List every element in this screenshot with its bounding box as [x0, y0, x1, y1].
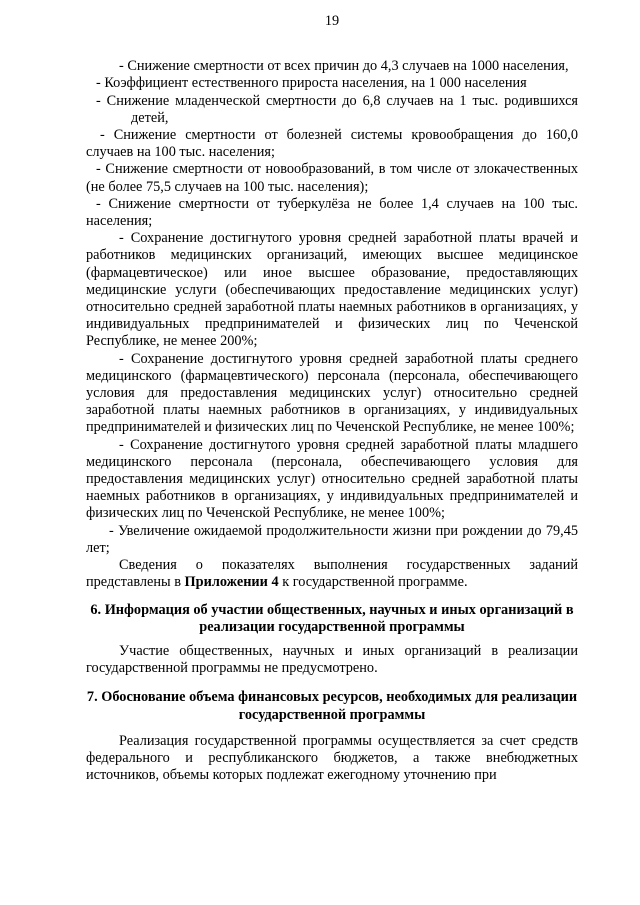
list-marker: - — [109, 522, 114, 539]
list-item-text: Снижение смертности от болезней системы кровообращения до 160,0 случаев на 100 тыс. населения; — [86, 127, 578, 161]
list-item-text: Снижение младенческой смертности до 6,8 случаев на 1 тыс. родившихся детей, — [106, 92, 578, 126]
list-item-text: Увеличение ожидаемой продолжительности жизни при рождении до 79,45 лет; — [86, 522, 578, 556]
list-item-text: Снижение смертности от туберкулёза не более 1,4 случаев на 100 тыс. населения; — [86, 195, 579, 230]
section-7-paragraph: Реализация государственной программы осуществляется за счет средств федерального и республиканского бюджетов, а также внебюджетных источников, объемы которых подлежат ежегодному уточнению при — [86, 732, 578, 784]
paragraph-text: Сведения о показателях выполнения государственных заданий представлены в — [86, 557, 578, 591]
list-item — [86, 351, 578, 437]
appendix-reference: Приложении 4 — [184, 574, 279, 591]
list-item — [86, 230, 578, 350]
list-marker: - — [119, 436, 124, 453]
section-6-heading: 6. Информация об участии общественных, научных и иных организаций в реализации государственной программы — [90, 601, 574, 635]
list-item — [86, 75, 578, 92]
list-marker: - — [100, 127, 105, 144]
list-item-text: Коэффициент естественного прироста населения, на 1 000 населения — [104, 75, 527, 92]
list-marker: - — [96, 75, 101, 92]
list-item — [86, 58, 578, 75]
list-marker: - — [119, 230, 124, 247]
paragraph-appendix-reference — [86, 557, 578, 591]
list-marker: - — [119, 58, 124, 75]
list-marker: - — [96, 161, 101, 178]
list-item — [86, 196, 578, 230]
list-item — [86, 523, 578, 557]
list-marker: - — [119, 350, 124, 367]
list-item — [86, 161, 578, 195]
section-7-heading: 7. Обоснование объема финансовых ресурсов, необходимых для реализации государственной программы — [86, 689, 578, 723]
list-item-text: Снижение смертности от новообразований, в том числе от злокачественных (не более 75,5 случаев на 100 тыс. населения); — [86, 161, 578, 195]
list-item-text: Сохранение достигнутого уровня средней заработной платы младшего медицинского персонала (персонала, обеспечивающего условия для предоставления медицинских услуг) относительно средней заработной платы наемных работников в организациях, у индивидуальных предпринимателей и физических лиц по Чеченской Республике, не менее 100%; — [86, 436, 578, 522]
list-item-text: Сохранение достигнутого уровня средней заработной платы среднего медицинского (фармацевтического) персонала (персонала, обеспечивающего условия для предоставления медицинских услуг) относительно средней заработной платы наемных работников в организациях, у индивидуальных предпринимателей и физических лиц по Чеченской Республике, не менее 100%; — [86, 350, 578, 436]
list-item-text: Снижение смертности от всех причин до 4,3 случаев на 1000 населения, — [127, 58, 569, 75]
list-item — [86, 127, 578, 161]
list-item — [86, 93, 578, 127]
paragraph-text: к государственной программе. — [278, 574, 468, 591]
page-number: 19 — [324, 13, 340, 29]
list-item — [86, 437, 578, 523]
list-item-text: Сохранение достигнутого уровня средней заработной платы врачей и работников медицинских организаций, имеющих высшее медицинское (фармацевтическое) или иное высшее образование, предоставляющих медицинские услуги (обеспечивающих предоставление медицинских услуг) относительно средней заработной платы наемных работников в организациях, у индивидуальных предпринимателей и физических лиц по Чеченской Республике, не менее 200%; — [86, 230, 579, 350]
section-6-paragraph: Участие общественных, научных и иных организаций в реализации государственной программы не предусмотрено. — [86, 642, 578, 677]
list-marker: - — [96, 92, 101, 109]
list-marker: - — [96, 195, 101, 212]
